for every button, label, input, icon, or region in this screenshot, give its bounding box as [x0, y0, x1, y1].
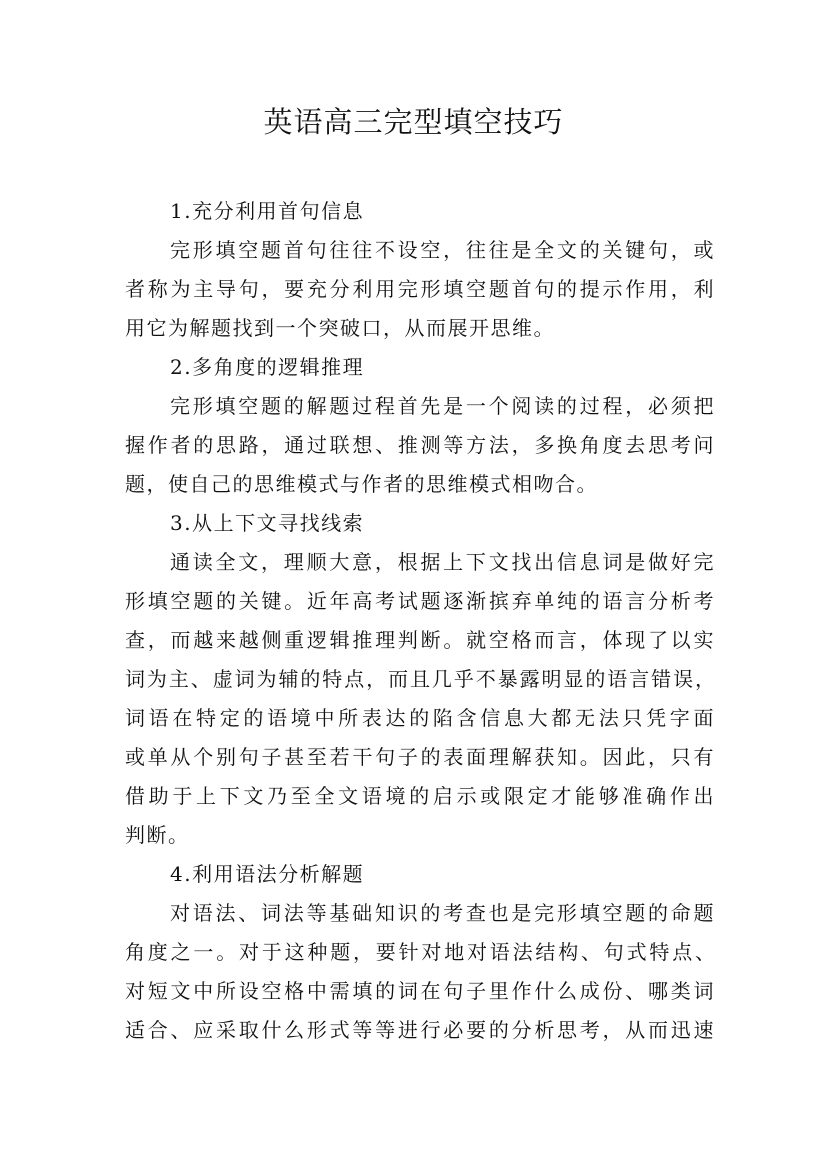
section-heading-1: 1.充分利用首句信息	[170, 199, 365, 223]
paragraph-line: 角度之一。对于这种题，要针对地对语法结构、句式特点、	[125, 940, 715, 964]
section-heading-3: 3.从上下文寻找线索	[170, 511, 365, 535]
paragraph-line: 判断。	[125, 823, 190, 847]
paragraph-line: 对短文中所设空格中需填的词在句子里作什么成份、哪类词	[125, 979, 715, 1003]
paragraph-line: 查，而越来越侧重逻辑推理判断。就空格而言，体现了以实	[125, 628, 715, 652]
paragraph-line: 适合、应采取什么形式等等进行必要的分析思考，从而迅速	[125, 1018, 715, 1042]
section-heading-2: 2.多角度的逻辑推理	[170, 355, 365, 379]
paragraph-line: 用它为解题找到一个突破口，从而展开思维。	[125, 316, 555, 340]
paragraph-line: 题，使自己的思维模式与作者的思维模式相吻合。	[125, 472, 598, 496]
paragraph-line: 形填空题的关键。近年高考试题逐渐摈弃单纯的语言分析考	[125, 589, 715, 613]
paragraph-line: 握作者的思路，通过联想、推测等方法，多换角度去思考问	[125, 433, 715, 457]
paragraph-line: 词语在特定的语境中所表达的陷含信息大都无法只凭字面	[125, 706, 715, 730]
paragraph-line: 词为主、虚词为辅的特点，而且几乎不暴露明显的语言错误，	[125, 667, 715, 691]
document-title: 英语高三完型填空技巧	[263, 105, 564, 139]
paragraph-line: 或单从个别句子甚至若干句子的表面理解获知。因此，只有	[125, 745, 715, 769]
paragraph-line: 完形填空题首句往往不设空，往往是全文的关键句，或	[170, 238, 715, 262]
paragraph-line: 者称为主导句，要充分利用完形填空题首句的提示作用，利	[125, 277, 715, 301]
paragraph-line: 完形填空题的解题过程首先是一个阅读的过程，必须把	[170, 394, 715, 418]
paragraph-line: 对语法、词法等基础知识的考查也是完形填空题的命题	[170, 901, 715, 925]
paragraph-line: 通读全文，理顺大意，根据上下文找出信息词是做好完	[170, 550, 715, 574]
paragraph-line: 借助于上下文乃至全文语境的启示或限定才能够准确作出	[125, 784, 715, 808]
section-heading-4: 4.利用语法分析解题	[170, 862, 365, 886]
